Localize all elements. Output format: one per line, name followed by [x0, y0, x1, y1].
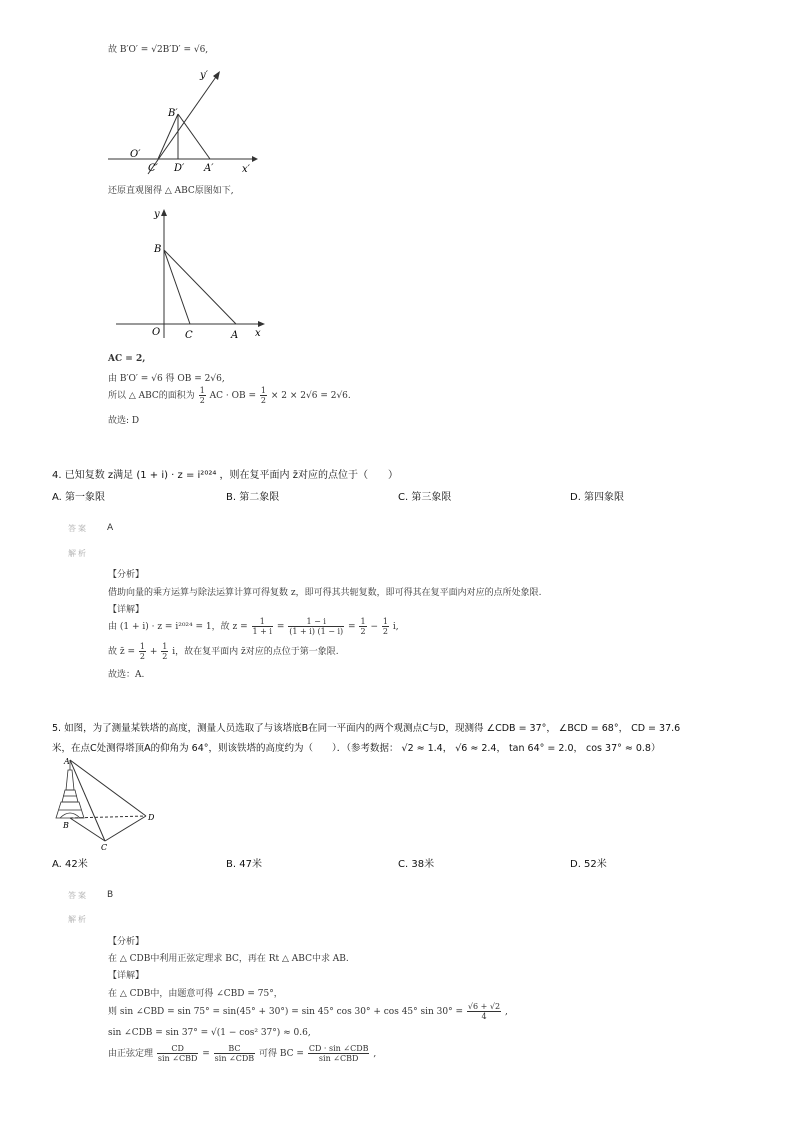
origin-label: O [152, 327, 161, 338]
option-c: C. 38米 [398, 859, 435, 870]
segment-cd [105, 816, 146, 841]
point-c-label: C′ [148, 163, 158, 174]
oblique-diagram [100, 64, 265, 179]
detail-line: 故 z̄ = $\frac{1}{2}$ + $\frac{1}{2}$ i，故在复平面内 z̄对应的点位于第一象限. [108, 642, 339, 661]
point-c-label: C [101, 843, 108, 850]
fraction: $\frac{1}{2}$ [199, 386, 205, 405]
option-b: B. 第二象限 [226, 492, 280, 503]
tower-figure [50, 756, 162, 850]
fraction: $\frac{√6 + √2}{4}$ [467, 1002, 501, 1021]
fraction: $\frac{1}{2}$ [360, 617, 366, 636]
option-b: B. 47米 [226, 859, 262, 870]
original-diagram [112, 204, 270, 344]
question-4-stem: 4. 已知复数 z满足 (1 + i) · z = i²⁰²⁴ ，则在复平面内 z̄对应的点位于（ ） [52, 470, 398, 481]
solution-line: 故 B′O′ = √2B′D′ = √6, [108, 45, 209, 55]
analysis-tag: 解析 [68, 549, 88, 558]
point-d-label: D′ [174, 163, 185, 174]
option-d: D. 第四象限 [570, 492, 625, 503]
fraction: $\frac{1}{2}$ [139, 642, 145, 661]
detail-line: 在 △ CDB中，由题意可得 ∠CBD = 75°， [108, 989, 283, 999]
question-5-stem: 5. 如图，为了测量某铁塔的高度，测量人员选取了与该塔底B在同一平面内的两个观测点C与D，现测得 ∠CDB = 37°， ∠BCD = 68°， CD = 37.6 [52, 723, 681, 734]
option-d: D. 52米 [570, 859, 607, 870]
y-axis-label: y′ [200, 70, 208, 81]
fraction: $\frac{1}{1 + i}$ [252, 617, 272, 636]
segment-ba [164, 250, 236, 324]
fraction: $\frac{1}{2}$ [382, 617, 388, 636]
answer-value: A [107, 523, 114, 533]
x-axis-label: x [255, 328, 261, 339]
point-b-label: B [154, 244, 162, 255]
x-axis-arrow [258, 321, 265, 327]
solution-line: AC = 2, [108, 354, 146, 364]
fraction: $\frac{1}{2}$ [260, 386, 266, 405]
answer-tag: 答案 [68, 524, 88, 533]
detail-line: 由正弦定理 $\frac{CD}{\text{sin ∠CBD}}$ = $\frac{BC}{\text{sin ∠CDB}}$ 可得 BC = $\frac{\text{CD · sin ∠CDB}}{\text{sin ∠CBD}}$ , [108, 1044, 377, 1063]
segment-ad [70, 760, 146, 816]
solution-line: 还原直观图得 △ ABC原图如下, [108, 186, 234, 196]
segment-bc [158, 114, 178, 159]
segment-ba [178, 114, 210, 159]
y-axis-arrow [213, 71, 220, 80]
analysis-text: 在 △ CDB中利用正弦定理求 BC，再在 Rt △ ABC中求 AB. [108, 954, 349, 964]
fraction: $\frac{BC}{\text{sin ∠CDB}}$ [214, 1044, 255, 1063]
point-a-label: A [231, 330, 239, 341]
detail-line: 由 (1 + i) · z = i²⁰²⁴ = 1，故 z = $\frac{1}{1 + i}$ = $\frac{1 - i}{(1 + i) (1 - i)}$ = $\frac{1}{2}$ − $\frac{1}{2}$ i, [108, 617, 399, 636]
analysis-heading: 【分析】 [108, 570, 145, 580]
fraction: $\frac{1 - i}{(1 + i) (1 - i)}$ [289, 617, 344, 636]
fraction: $\frac{\text{CD · sin ∠CDB}}{\text{sin ∠CBD}}$ [308, 1044, 369, 1063]
point-d-label: D [148, 813, 155, 822]
detail-line: 故选：A. [108, 670, 145, 680]
y-axis-arrow [161, 209, 167, 216]
segment-bc [164, 250, 190, 324]
analysis-heading: 【分析】 [108, 937, 145, 947]
point-b-label: B [63, 821, 69, 830]
point-a-label: A [64, 757, 70, 766]
fraction: $\frac{CD}{\text{sin ∠CBD}}$ [157, 1044, 198, 1063]
answer-value: B [107, 890, 114, 900]
option-a: A. 42米 [52, 859, 88, 870]
analysis-tag: 解析 [68, 915, 88, 924]
detail-line: sin ∠CDB = sin 37° = √(1 − cos² 37°) ≈ 0.6, [108, 1028, 311, 1038]
x-axis-label: x′ [242, 164, 250, 175]
segment-ac [70, 760, 105, 841]
solution-line: 由 B′O′ = √6 得 OB = 2√6, [108, 374, 225, 384]
detail-line: 则 sin ∠CBD = sin 75° = sin(45° + 30°) = sin 45° cos 30° + cos 45° sin 30° = $\frac{√6 + √2}{4}$ , [108, 1002, 508, 1021]
answer-tag: 答案 [68, 891, 88, 900]
detail-heading: 【详解】 [108, 605, 145, 615]
segment-bd [70, 816, 146, 818]
point-c-label: C [185, 330, 193, 341]
question-5-stem: 米，在点C处测得塔顶A的仰角为 64°，则该铁塔的高度约为（ ）．（参考数据： √2 ≈ 1.4， √6 ≈ 2.4， tan 64° = 2.0， cos 37° ≈ 0.8） [52, 743, 661, 754]
solution-line-area: 所以 △ ABC的面积为 $\frac{1}{2}$ AC · OB = $\frac{1}{2}$ × 2 × 2√6 = 2√6. [108, 386, 351, 405]
tower-icon [56, 760, 84, 818]
x-axis-arrow [252, 156, 258, 162]
fraction: $\frac{1}{2}$ [162, 642, 168, 661]
analysis-text: 借助向量的乘方运算与除法运算计算可得复数 z，即可得其共轭复数，即可得其在复平面内对应的点所处象限. [108, 588, 542, 598]
point-a-label: A′ [204, 163, 214, 174]
option-c: C. 第三象限 [398, 492, 452, 503]
solution-line: 故选: D [108, 416, 140, 426]
origin-label: O′ [130, 149, 141, 160]
y-axis-label: y [154, 209, 160, 220]
detail-heading: 【详解】 [108, 971, 145, 981]
option-a: A. 第一象限 [52, 492, 106, 503]
point-b-label: B′ [168, 108, 178, 119]
